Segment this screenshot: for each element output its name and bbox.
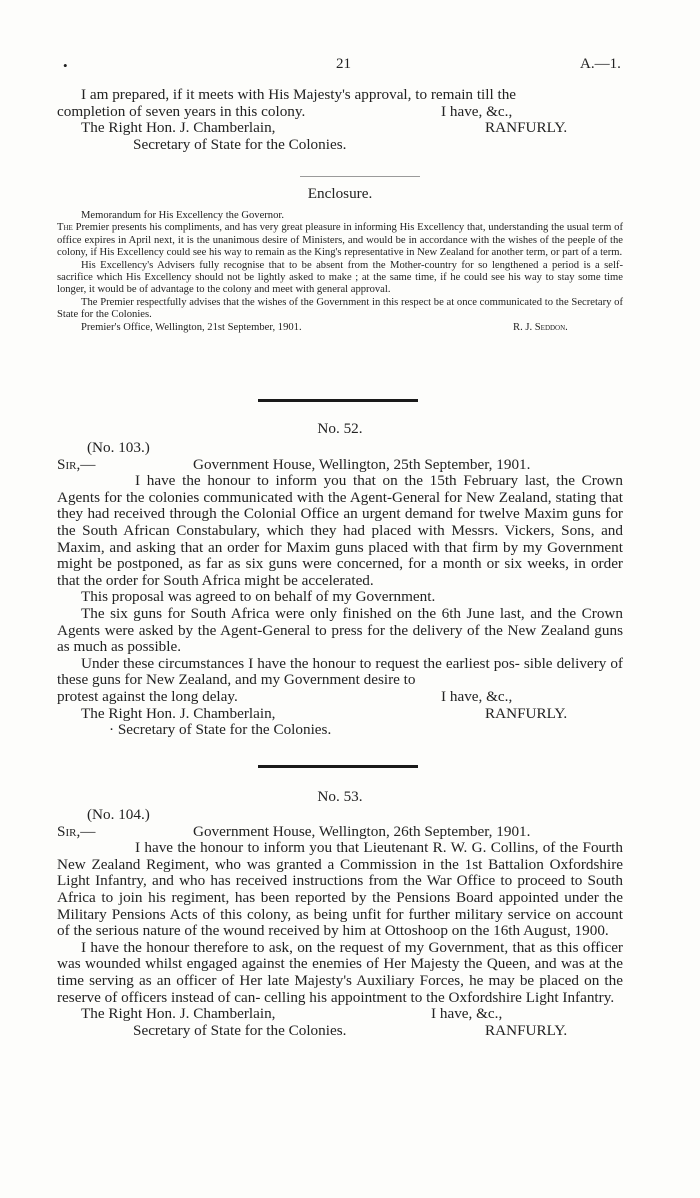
no53-salutation: Sir,—: [57, 822, 96, 840]
no53-paragraph-2: I have the honour therefore to ask, on the request of my Government, that as this officer was wounded whilst engaged against the enemies of Her Majesty the Queen, and was at the time serving as an officer of Her late Majesty's Auxiliary Forces, he may be placed on the reserve of officers instead of can- celling his appointment to the Oxfordshire Light Infantry.: [57, 938, 623, 1006]
header-bullet: •: [63, 58, 68, 73]
no52-paragraph-4: Under these circumstances I have the honour to request the earliest pos- sible delivery of these guns for New Zealand, and my Government desire to: [57, 654, 623, 689]
no52-dateline: Government House, Wellington, 25th September, 1901.: [193, 455, 531, 473]
prev-letter-signature: RANFURLY.: [485, 119, 568, 137]
no53-heading: No. 53.: [317, 788, 363, 805]
enclosure-paragraph-1: [57, 222, 623, 259]
no52-addressee: The Right Hon. J. Chamberlain,: [81, 704, 276, 722]
no52-paragraph-2: This proposal was agreed to on behalf of my Government.: [81, 588, 436, 606]
no53-signature: RANFURLY.: [485, 1021, 568, 1039]
document-reference: A.—1.: [580, 56, 621, 72]
no52-heading: No. 52.: [317, 420, 363, 437]
prev-letter-closing: I have, &c.,: [441, 102, 513, 120]
prev-letter-addressee: The Right Hon. J. Chamberlain,: [81, 119, 276, 137]
no53-letter: [57, 807, 623, 1039]
no53-title: Secretary of State for the Colonies.: [133, 1021, 347, 1039]
no52-salutation: Sir,—: [57, 455, 96, 473]
separator-rule-thin: [300, 176, 420, 177]
separator-rule-thick-2: [258, 765, 418, 768]
no52-letter: [57, 440, 623, 739]
enclosure-heading: Enclosure.: [307, 185, 373, 202]
enclosure-office-line: Premier's Office, Wellington, 21st September, 1901.: [81, 321, 302, 333]
no53-number: (No. 104.): [87, 806, 150, 823]
prev-letter-line-2: completion of seven years in this colony.: [57, 102, 306, 120]
enclosure-memo-title: Memorandum for His Excellency the Governor.: [81, 210, 284, 221]
no53-closing: I have, &c.,: [431, 1005, 503, 1023]
no53-dateline: Government House, Wellington, 26th September, 1901.: [193, 822, 531, 840]
no52-paragraph-4-end: protest against the long delay.: [57, 687, 238, 705]
enclosure-paragraph-3: The Premier respectfully advises that the wishes of the Government in this respect be at once communicated to the Secretary of State for the Colonies.: [57, 296, 623, 321]
prev-letter-title: Secretary of State for the Colonies.: [133, 135, 347, 153]
separator-rule-thick: [258, 399, 418, 402]
no52-paragraph-3: The six guns for South Africa were only finished on the 6th June last, and the Crown Agents were asked by the Agent-General to press for the delivery of the New Zealand guns as much as possible.: [57, 604, 623, 656]
no53-paragraph-1: I have the honour to inform you that Lieutenant R. W. G. Collins, of the Fourth New Zealand Regiment, who was granted a Commission in the 1st Battalion Oxfordshire Light Infantry, and who has received instructions from the War Office to proceed to South Africa to join his regiment, has been reported by the Pensions Board appointed under the Military Pensions Acts of this colony, as being unfit for further military service on account of the serious nature of the wound received by him at Ottoshoop on the 16th August, 1900.: [57, 839, 623, 940]
enclosure-paragraph-1-text: Premier presents his compliments, and has very great pleasure in informing His Excellency that, understanding the usual term of office expires in April next, it is the unanimous desire of Ministers, and would be in accordance with the wishes of the peeple of the colony, if His Excellency could see his way to remain as the King's representative in New Zealand for another term, or part of a term.: [57, 222, 623, 259]
no52-title: · Secretary of State for the Colonies.: [109, 721, 332, 739]
no52-signature: RANFURLY.: [485, 704, 568, 722]
enclosure-paragraph-2: His Excellency's Advisers fully recognise that to be absent from the Mother-country for so lengthened a period is a self-sacrifice which His Excellency should not be lightly asked to make ; at the same time, if he could see his way to stay some time longer, it would be of advantage to the colony and meet with general approval.: [57, 259, 623, 296]
previous-letter: [57, 87, 623, 153]
page-number: 21: [336, 56, 351, 72]
no52-paragraph-1: I have the honour to inform you that on the 15th February last, the Crown Agents for the colonies communicated with the Agent-General for New Zealand, stating that they had received through the Colonial Office an urgent demand for twelve Maxim guns for the South African Constabulary, which they had placed with Messrs. Vickers, Sons, and Maxim, and asking that an order for Maxim guns placed with that firm by my Government might be postponed, as far as six guns were concerned, for a month or six weeks, in order that the order for South Africa might be accelerated.: [57, 472, 623, 589]
enclosure-body: [57, 210, 623, 334]
prev-letter-line-1: I am prepared, if it meets with His Majesty's approval, to remain till the: [81, 86, 517, 103]
no52-number: (No. 103.): [87, 439, 150, 456]
enclosure-paragraph-1-lead: The: [57, 222, 73, 234]
enclosure-signer: R. J. Seddon.: [513, 321, 568, 333]
no53-addressee: The Right Hon. J. Chamberlain,: [81, 1005, 276, 1023]
no52-closing: I have, &c.,: [441, 687, 513, 705]
